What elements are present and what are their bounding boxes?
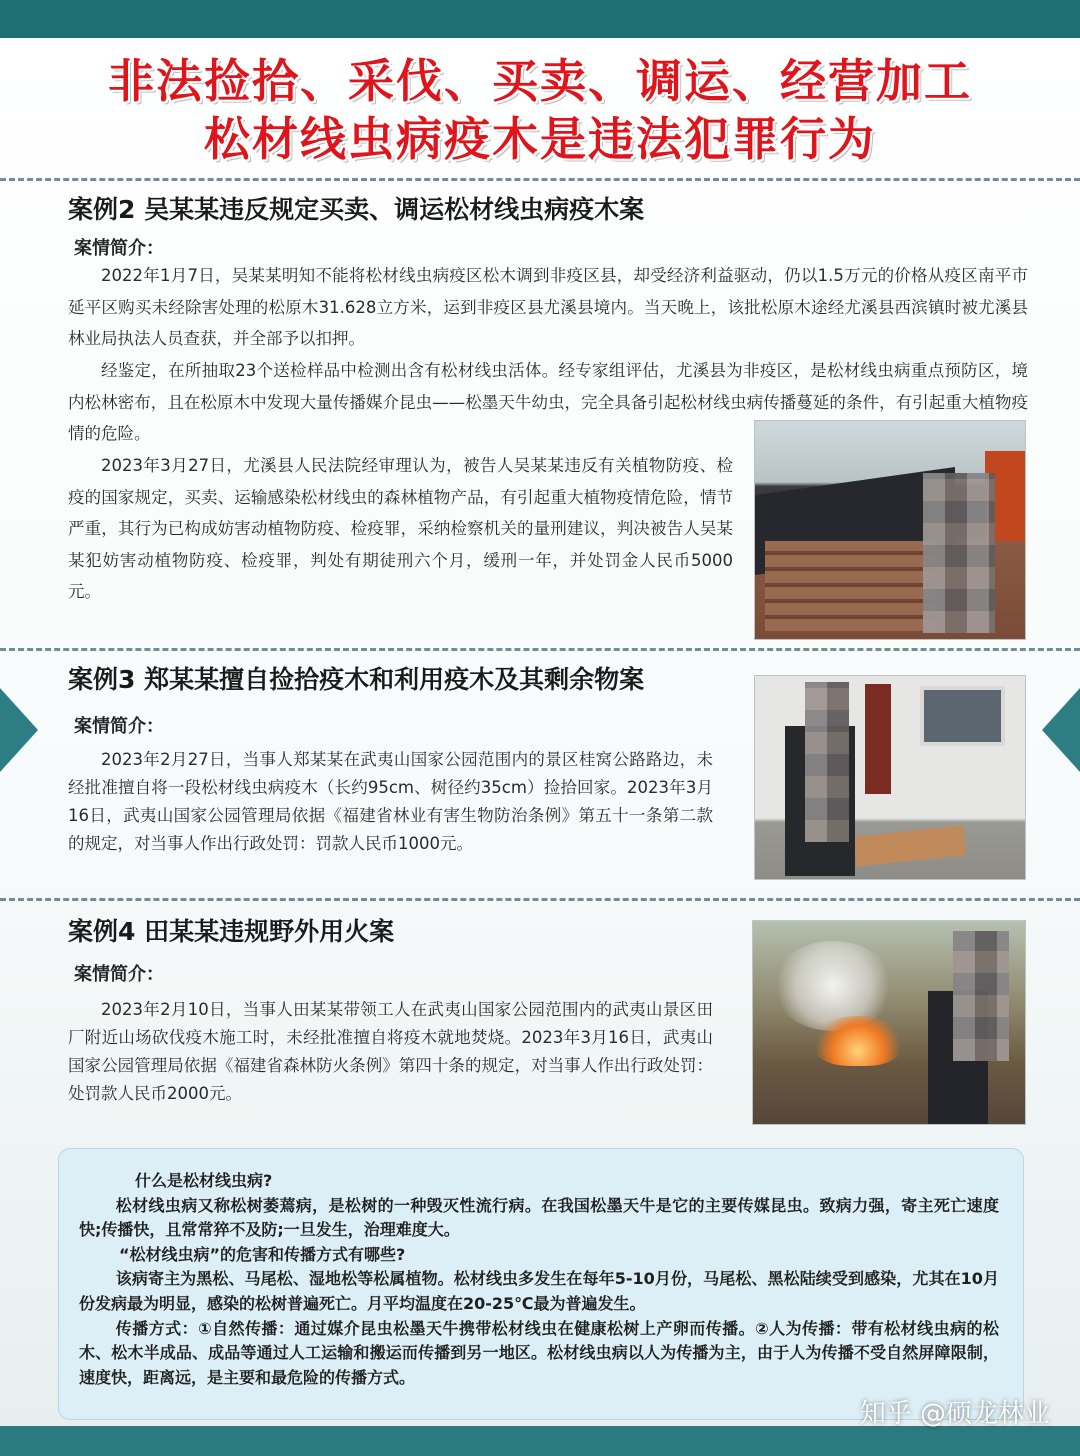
case-4-paragraph-1: 2023年2月10日，当事人田某某带领工人在武夷山国家公园范围内的武夷山景区田厂附近山场砍伐疫木施工时，未经批准擅自将疫木就地焚烧。2023年3月16日，武夷山国家公园管理局依据《福建省森林防火条例》第四十条的规定，对当事人作出行政处罚：处罚款人民币2000元。 [68, 1000, 713, 1103]
mosaic-blur [923, 473, 995, 633]
case-2-paragraph-2: 经鉴定，在所抽取23个送检样品中检测出含有松材线虫活体。经专家组评估，尤溪县为非疫区，是松材线虫病重点预防区，境内松林密布，且在松原木中发现大量传播媒介昆虫——松墨天牛幼虫，完全具备引起松材线虫病传播蔓延的条件，有引起重大植物疫情的危险。 [68, 361, 1028, 443]
mosaic-blur [805, 682, 849, 842]
top-banner [0, 0, 1080, 38]
section-divider [0, 648, 1080, 651]
case-3-paragraph-1: 2023年2月27日，当事人郑某某在武夷山国家公园范围内的景区桂窝公路路边，未经批准擅自将一段松材线虫病疫木（长约95cm、树径约35cm）捡拾回家。2023年3月16日，武夷山国家公园管理局依据《福建省林业有害生物防治条例》第五十一条第二款的规定，对当事人作出行政处罚：罚款人民币1000元。 [68, 750, 713, 853]
left-decor-triangle [0, 688, 38, 772]
burning-deadwood-photo [752, 920, 1026, 1125]
case-2-paragraph-3: 2023年3月27日，尤溪县人民法院经审理认为，被告人吴某某违反有关植物防疫、检疫的国家规定，买卖、运输感染松材线虫的森林植物产品，有引起重大植物疫情危险，情节严重，其行为已构成妨害动植物防疫、检疫罪，采纳检察机关的量刑建议，判决被告人吴某某犯妨害动植物防疫、检疫罪，判处有期徒刑六个月，缓刑一年，并处罚金人民币5000元。 [68, 456, 733, 601]
case-2-summary-label: 案情简介： [74, 238, 164, 259]
info-question-1: 什么是松材线虫病? [135, 1171, 273, 1190]
seized-logs-photo [754, 420, 1026, 640]
mosaic-blur [953, 931, 1009, 1061]
log-pile [765, 541, 935, 631]
section-divider [0, 178, 1080, 181]
info-answer-3: 传播方式：①自然传播：通过媒介昆虫松墨天牛携带松材线虫在健康松树上产卵而传播。②人为传播：带有松材线虫病的松木、松木半成品、成品等通过人工运输和搬运而传播到另一地区。松材线虫病以人为传播为主，由于人为传播不受自然屏障限制，速度快，距离远，是主要和最危险的传播方式。 [79, 1318, 999, 1387]
case-4-summary-label: 案情简介： [74, 964, 164, 985]
info-answer-1: 松材线虫病又称松树萎蔫病，是松树的一种毁灭性流行病。在我国松墨天牛是它的主要传媒昆虫。致病力强，寄主死亡速度快;传播快，且常常猝不及防;一旦发生，治理难度大。 [79, 1195, 999, 1240]
fire [813, 1016, 903, 1066]
wood-log [854, 825, 967, 866]
right-decor-triangle [1042, 688, 1080, 772]
source-watermark: 知乎 @硕龙林业 [859, 1399, 1050, 1429]
poster-title [40, 52, 1040, 168]
title-line-2: 松材线虫病疫木是违法犯罪行为 [204, 112, 876, 166]
info-question-2: “松材线虫病”的危害和传播方式有哪些? [119, 1244, 406, 1264]
title-line-1: 非法捡拾、采伐、买卖、调运、经营加工 [108, 54, 972, 108]
case-4-heading: 案例4 田某某违规野外用火案 [68, 917, 395, 946]
pine-wilt-info-box [58, 1148, 1024, 1420]
info-answer-2: 该病寄主为黑松、马尾松、湿地松等松属植物。松材线虫多发生在每年5-10月份，马尾松、黑松陆续受到感染，尤其在10月份发病最为明显，感染的松树普遍死亡。月平均温度在20-25℃最为普遍发生。 [79, 1269, 999, 1313]
case-3-summary-label: 案情简介： [74, 716, 164, 737]
window [920, 686, 1005, 746]
case-2-heading: 案例2 吴某某违反规定买卖、调运松材线虫病疫木案 [68, 195, 645, 224]
case-2-paragraph-1: 2022年1月7日，吴某某明知不能将松材线虫病疫区松木调到非疫区县，却受经济利益驱动，仍以1.5万元的价格从疫区南平市延平区购买未经除害处理的松原木31.628立方米，运到非疫区县尤溪县境内。当天晚上，该批松原木途经尤溪县西滨镇时被尤溪县林业局执法人员查获，并全部予以扣押。 [68, 266, 1028, 348]
bottom-banner [0, 1426, 1080, 1456]
door [865, 684, 891, 794]
case-3-heading: 案例3 郑某某擅自捡拾疫木和利用疫木及其剩余物案 [68, 665, 645, 694]
collected-deadwood-photo [754, 675, 1026, 880]
section-divider [0, 898, 1080, 901]
